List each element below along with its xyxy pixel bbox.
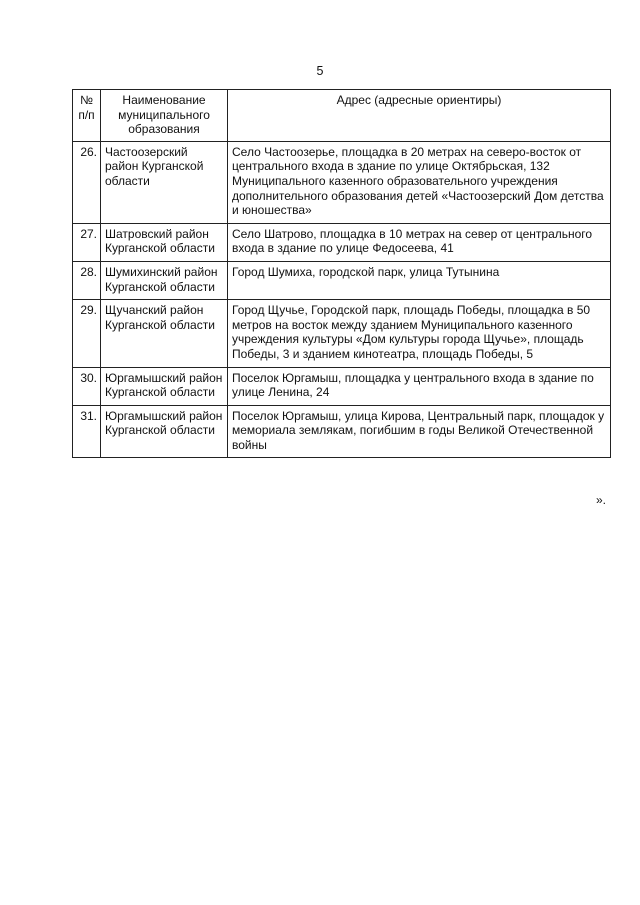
table-row (73, 223, 611, 261)
row-num: 30. (73, 367, 101, 405)
row-name: Щучанский район Курганской области (101, 300, 228, 367)
row-address: Поселок Юргамыш, площадка у центрального входа в здание по улице Ленина, 24 (228, 367, 611, 405)
table-row (73, 367, 611, 405)
row-address: Село Шатрово, площадка в 10 метрах на север от центрального входа в здание по улице Федосеева, 41 (228, 223, 611, 261)
row-num: 31. (73, 405, 101, 458)
table-header-row (73, 90, 611, 142)
table-row (73, 261, 611, 299)
row-num: 28. (73, 261, 101, 299)
table-row (73, 300, 611, 367)
header-name: Наименование муниципального образования (101, 90, 228, 142)
row-num: 29. (73, 300, 101, 367)
row-name: Шатровский район Курганской области (101, 223, 228, 261)
row-name: Юргамышский район Курганской области (101, 367, 228, 405)
row-name: Шумихинский район Курганской области (101, 261, 228, 299)
row-name: Юргамышский район Курганской области (101, 405, 228, 458)
table-row (73, 141, 611, 223)
header-address: Адрес (адресные ориентиры) (228, 90, 611, 142)
page-number: 5 (316, 64, 324, 78)
address-table (72, 89, 611, 458)
closing-quote-mark: ». (596, 493, 607, 507)
row-address: Город Шумиха, городской парк, улица Тутынина (228, 261, 611, 299)
row-address: Город Щучье, Городской парк, площадь Победы, площадка в 50 метров на восток между зданием Муниципального казенного учреждения культуры «Дом культуры города Щучье», площадь Победы, 3 и зданием кинотеатра, площадь Победы, 5 (228, 300, 611, 367)
row-address: Поселок Юргамыш, улица Кирова, Центральный парк, площадок у мемориала землякам, погибшим в годы Великой Отечественной войны (228, 405, 611, 458)
row-num: 27. (73, 223, 101, 261)
header-num: № п/п (73, 90, 101, 142)
row-name: Частоозерский район Курганской области (101, 141, 228, 223)
row-address: Село Частоозерье, площадка в 20 метрах на северо-восток от центрального входа в здание по улице Октябрьская, 132 Муниципального казенного образовательного учреждения дополнительного образования детей «Частоозерский Дом детства и юношества» (228, 141, 611, 223)
row-num: 26. (73, 141, 101, 223)
table-row (73, 405, 611, 458)
